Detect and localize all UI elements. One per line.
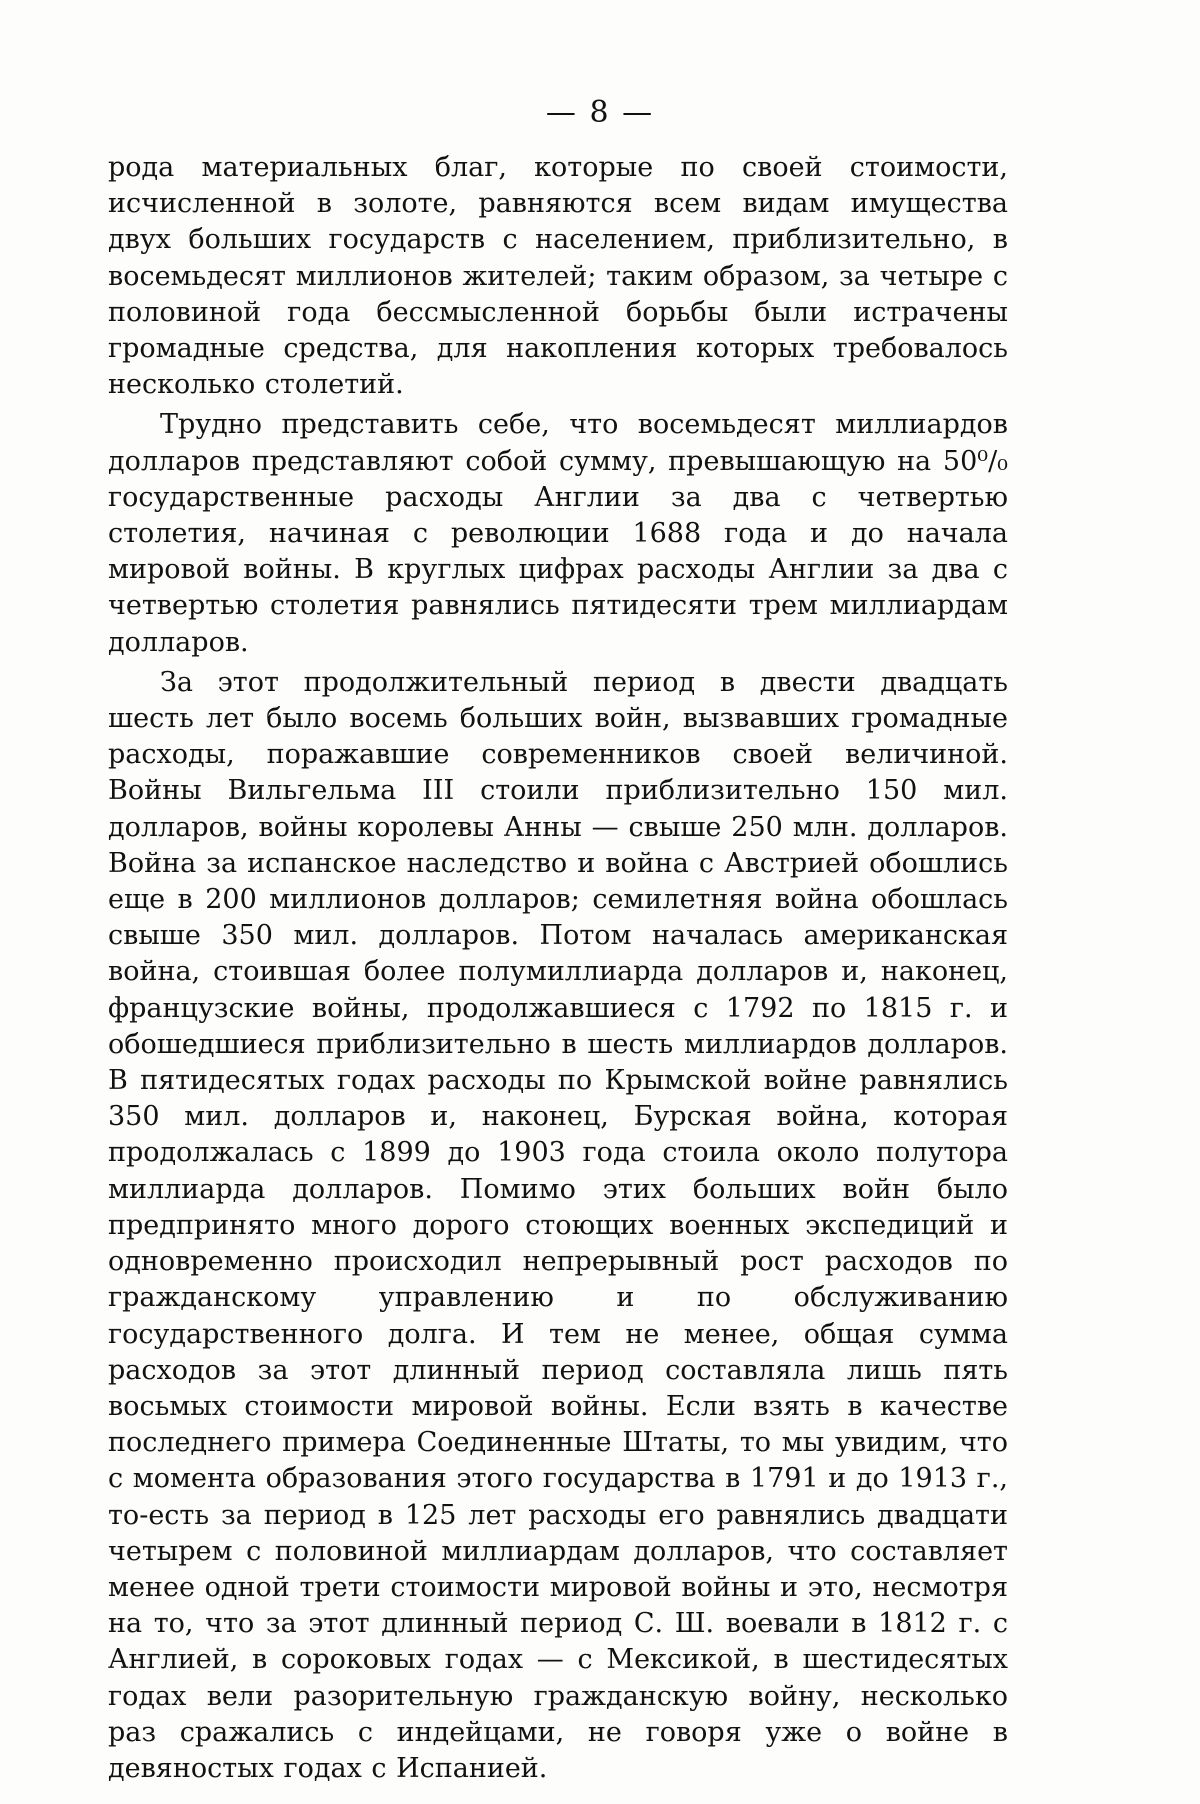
page-number: — 8 — — [545, 95, 655, 130]
body-text — [108, 150, 1008, 1791]
paragraph-3: За этот продолжительный период в двести двадцать шесть лет было восемь больших войн, вызвавших громадные расходы, поражавшие современников своей величиной. Войны Вильгельма III стоили приблизительно 150 мил. долларов, войны королевы Анны — свыше 250 млн. долларов. Война за испанское наследство и война с Австрией обошлись еще в 200 миллионов долларов; семилетняя война обошлась свыше 350 мил. долларов. Потом началась американская война, стоившая более полумиллиарда долларов и, наконец, французские войны, продолжавшиеся с 1792 по 1815 г. и обошедшиеся приблизительно в шесть миллиардов долларов. В пятидесятых годах расходы по Крымской войне равнялись 350 мил. долларов и, наконец, Бурская война, которая продолжалась с 1899 до 1903 года стоила около полутора миллиарда долларов. Помимо этих больших войн было предпринято много дорого стоющих военных экспедиций и одновременно происходил непрерывный рост расходов по гражданскому управлению и по обслуживанию государственного долга. И тем не менее, общая сумма расходов за этот длинный период составляла лишь пять восьмых стоимости мировой войны. Если взять в качестве последнего примера Соединенные Штаты, то мы увидим, что с момента образования этого государства в 1791 и до 1913 г., то-есть за период в 125 лет расходы его равнялись двадцати четырем с половиной миллиардам долларов, что составляет менее одной трети стоимости мировой войны и это, несмотря на то, что за этот длинный период С. Ш. воевали в 1812 г. с Англией, в сороковых годах — с Мексикой, в шестидесятых годах вели разорительную гражданскую войну, несколько раз сражались с индейцами, не говоря уже о войне в девяностых годах с Испанией. — [108, 666, 1008, 1784]
paragraph-1: рода материальных благ, которые по своей стоимости, исчисленной в золоте, равняются всем видам имущества двух больших государств с населением, приблизительно, в восемьдесят миллионов жителей; таким образом, за четыре с половиной года бессмысленной борьбы были истрачены громадные средства, для накопления которых требовалось несколько столетий. — [108, 152, 1008, 401]
paragraph-2: Трудно представить себе, что восемьдесят миллиардов долларов представляют собой сумму, превышающую на 50⁰/₀ государственные расходы Англии за два с четвертью столетия, начиная с революции 1688 года и до начала мировой войны. В круглых цифрах расходы Англии за два с четвертью столетия равнялись пятидесяти трем миллиардам долларов. — [108, 409, 1008, 658]
